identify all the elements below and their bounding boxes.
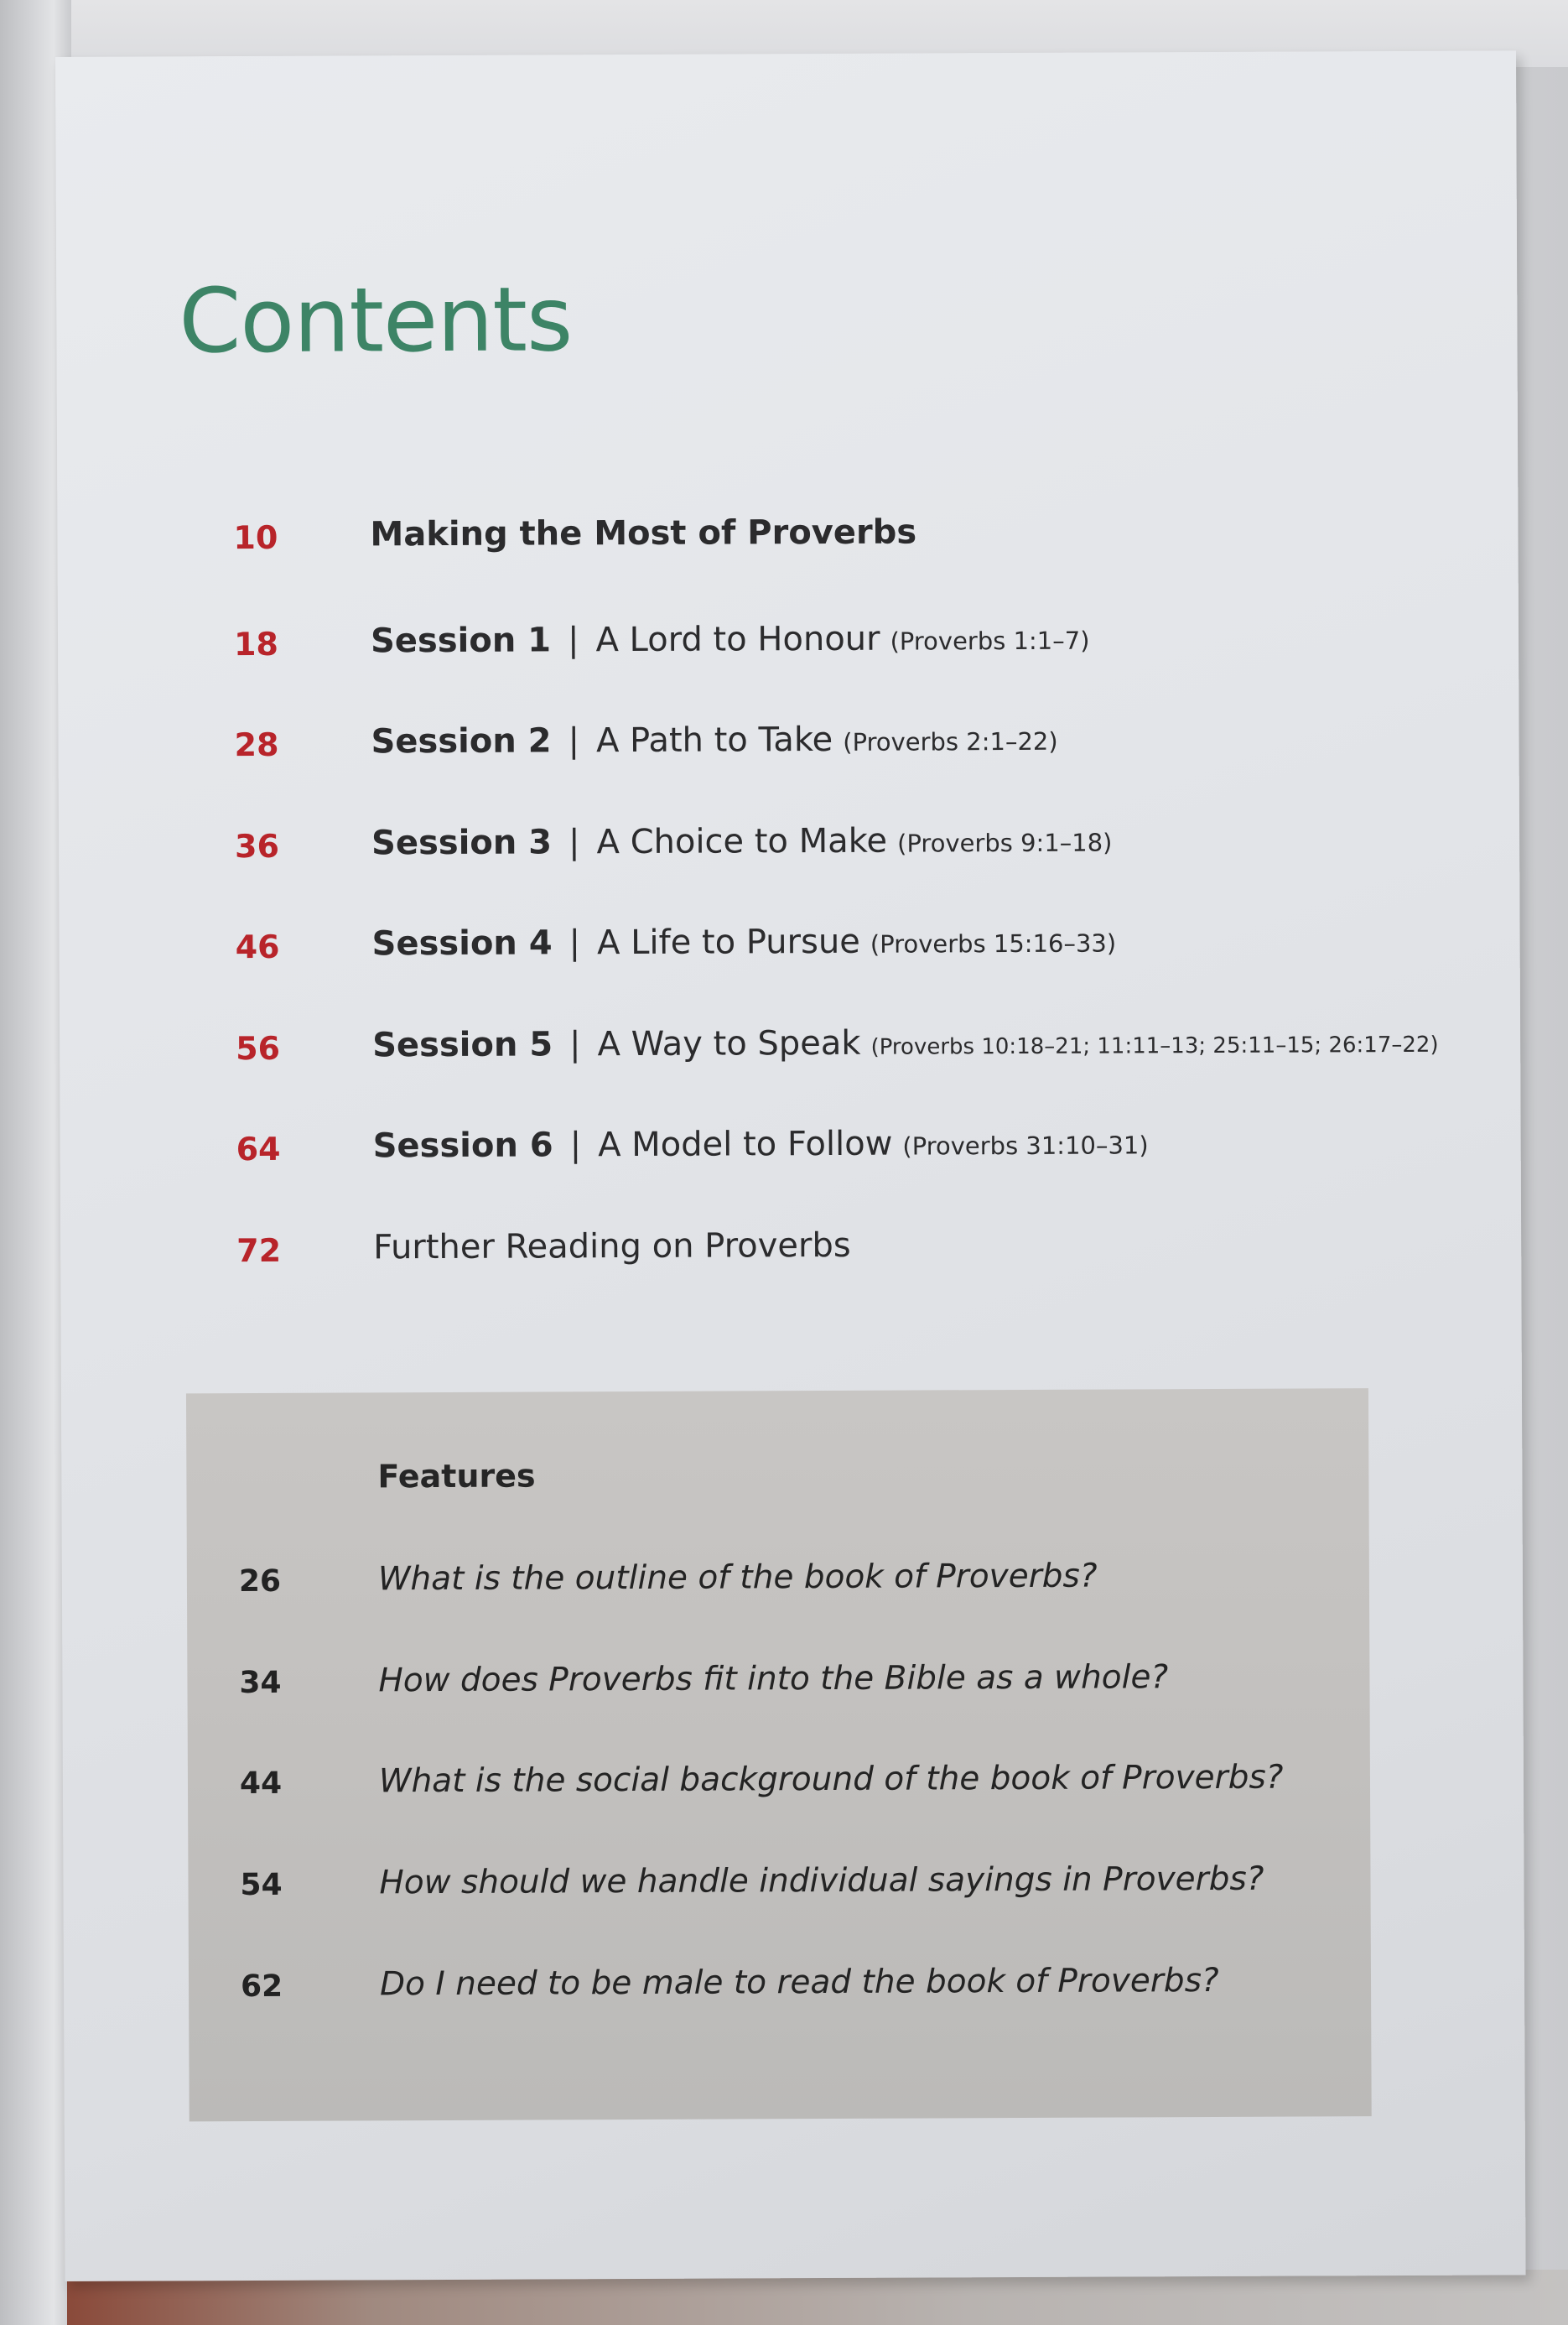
separator-bar: | [569, 1126, 582, 1165]
scripture-reference: (Proverbs 15:16–33) [870, 928, 1117, 959]
scripture-reference: (Proverbs 1:1–7) [890, 626, 1090, 656]
toc-entry[interactable] [57, 507, 1518, 572]
session-title: A Way to Speak [597, 1023, 861, 1064]
feature-page-number: 54 [240, 1867, 283, 1903]
feature-page-number: 62 [240, 1969, 283, 2005]
feature-page-number: 34 [239, 1665, 282, 1701]
toc-page-number: 72 [236, 1231, 282, 1270]
feature-entry[interactable] [189, 1959, 1371, 2018]
features-box [186, 1388, 1372, 2121]
toc-session-line [373, 1123, 1149, 1165]
toc-entry-title: Making the Most of Proverbs [370, 512, 917, 554]
toc-entry[interactable] [60, 1017, 1520, 1083]
toc-session-line [371, 720, 1057, 762]
toc-page-number: 28 [234, 726, 279, 764]
toc-session-line [372, 1022, 1439, 1065]
feature-entry[interactable] [187, 1656, 1369, 1714]
page-title: Contents [179, 268, 573, 373]
toc-page-number: 18 [233, 625, 279, 663]
toc-page-number: 36 [235, 827, 280, 866]
toc-entry-title: Further Reading on Proverbs [373, 1225, 851, 1267]
toc-entry[interactable] [60, 916, 1520, 981]
feature-entry[interactable] [187, 1554, 1369, 1613]
toc-page-number: 64 [236, 1130, 281, 1168]
feature-question: What is the social background of the book of Proverbs? [378, 1758, 1284, 1801]
session-title: A Choice to Make [596, 821, 888, 862]
feature-question: How does Proverbs fit into the Bible as a whole? [378, 1658, 1169, 1700]
separator-bar: | [569, 1025, 581, 1064]
scripture-reference: (Proverbs 9:1–18) [897, 828, 1113, 858]
toc-entry[interactable] [60, 1220, 1521, 1285]
separator-bar: | [567, 621, 579, 660]
session-title: A Life to Pursue [596, 922, 860, 963]
toc-entry[interactable] [60, 1118, 1521, 1183]
session-label: Session 3 [371, 823, 553, 863]
book-page [55, 50, 1526, 2281]
scripture-reference: (Proverbs 31:10–31) [902, 1131, 1149, 1161]
feature-question: What is the outline of the book of Proverbs? [377, 1557, 1098, 1599]
scripture-reference: (Proverbs 10:18–21; 11:11–13; 25:11–15; 26:17–22) [870, 1032, 1439, 1060]
session-title: A Model to Follow [598, 1124, 893, 1165]
toc-page-number: 10 [233, 518, 278, 557]
features-heading: Features [377, 1457, 536, 1495]
separator-bar: | [568, 823, 580, 862]
feature-question: Do I need to be male to read the book of Proverbs? [379, 1961, 1219, 2004]
toc-entry[interactable] [58, 613, 1519, 679]
toc-session-line [372, 921, 1117, 963]
toc-session-line [371, 821, 1113, 863]
toc-session-line [371, 619, 1090, 661]
feature-entry[interactable] [188, 1858, 1370, 1917]
session-label: Session 2 [371, 721, 552, 762]
session-label: Session 6 [372, 1126, 553, 1166]
feature-question: How should we handle individual sayings in Proverbs? [379, 1859, 1264, 1902]
session-title: A Lord to Honour [595, 619, 880, 660]
toc-page-number: 56 [236, 1029, 281, 1068]
feature-page-number: 26 [238, 1563, 282, 1599]
separator-bar: | [569, 923, 581, 963]
toc-entry[interactable] [59, 815, 1519, 881]
session-title: A Path to Take [595, 720, 833, 761]
toc-page-number: 46 [235, 928, 280, 966]
feature-page-number: 44 [239, 1766, 283, 1802]
session-label: Session 4 [371, 923, 553, 964]
session-label: Session 5 [372, 1025, 553, 1065]
separator-bar: | [568, 721, 580, 761]
feature-entry[interactable] [188, 1756, 1370, 1815]
session-label: Session 1 [370, 621, 552, 661]
scripture-reference: (Proverbs 2:1–22) [843, 726, 1058, 757]
toc-entry[interactable] [58, 714, 1519, 779]
